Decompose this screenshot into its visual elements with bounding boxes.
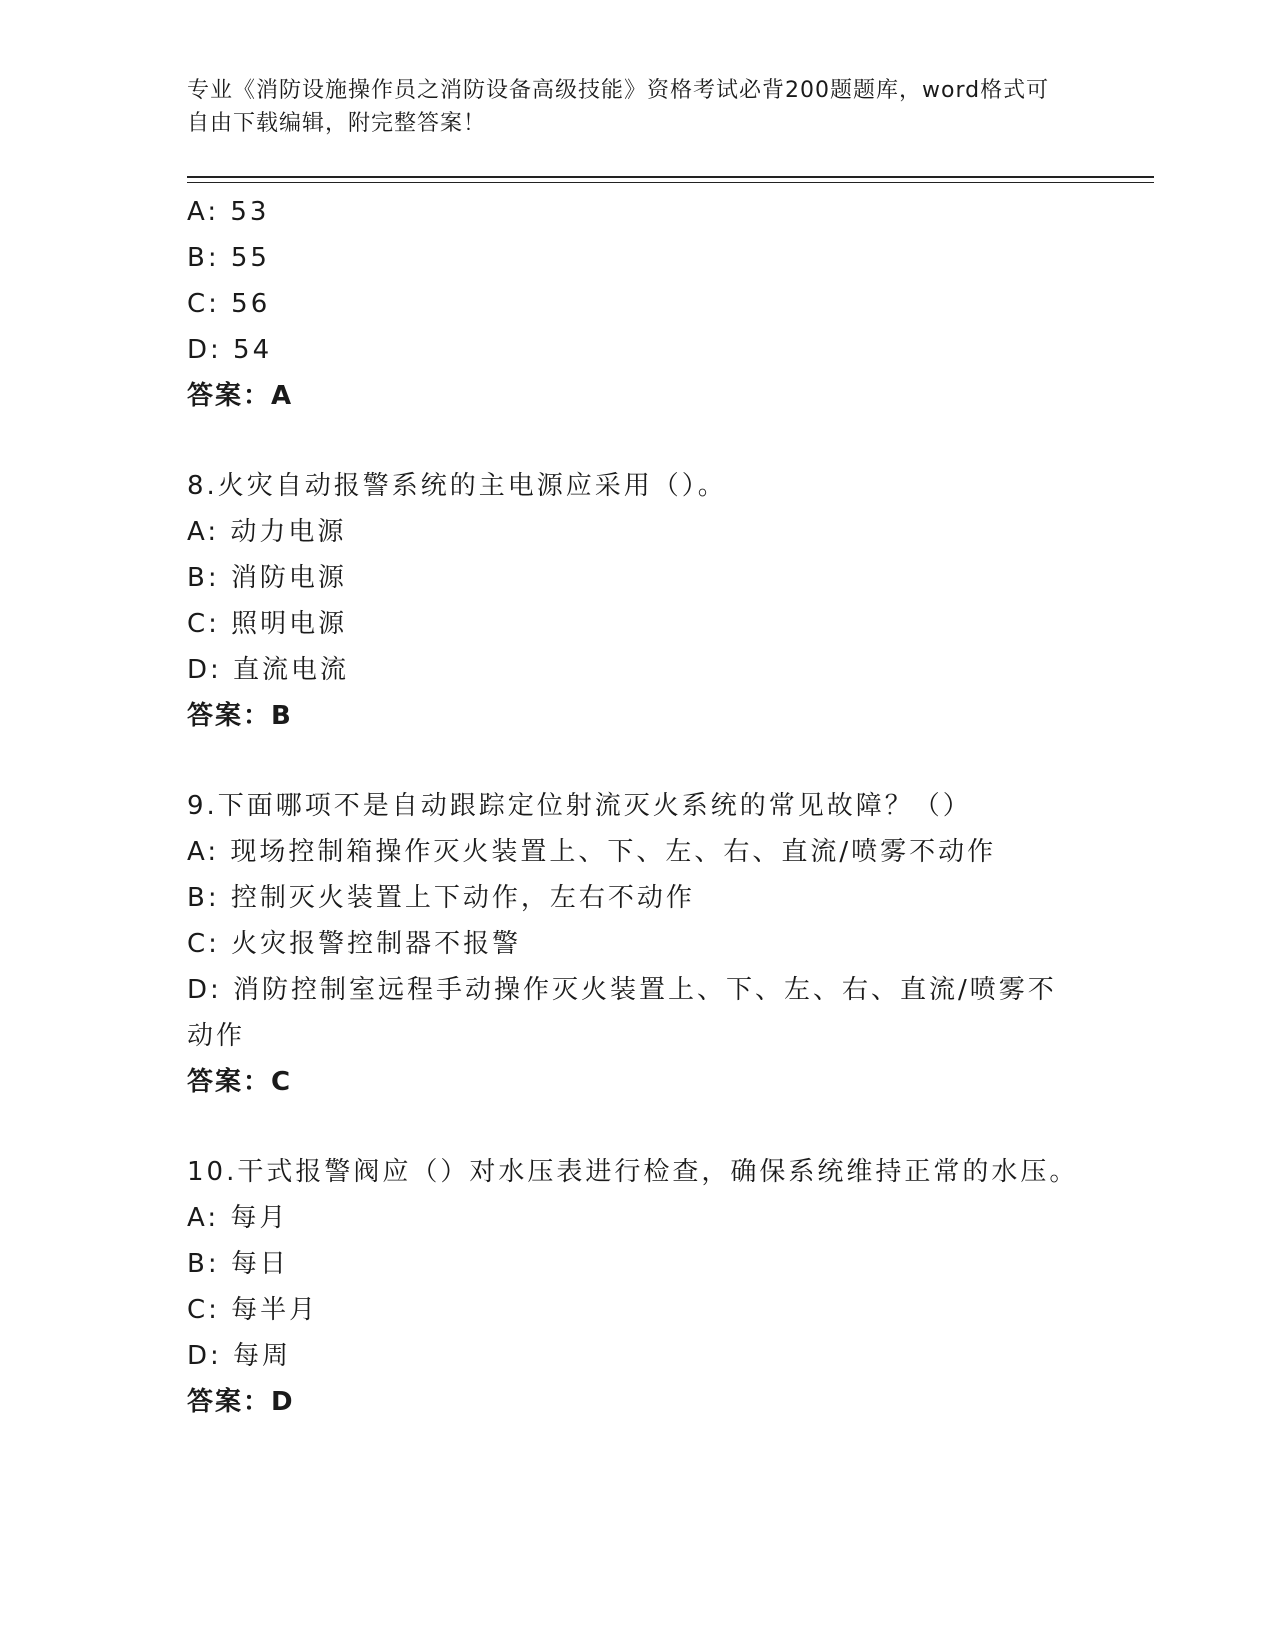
q10-option-c: C: 每半月	[187, 1295, 319, 1325]
q10-option-b: B: 每日	[187, 1249, 289, 1279]
question-10-block	[187, 1149, 1079, 1425]
q9-option-d: D: 消防控制室远程手动操作灭火装置上、下、左、右、直流/喷雾不动作	[187, 975, 1057, 1051]
q9-option-a: A: 现场控制箱操作灭火装置上、下、左、右、直流/喷雾不动作	[187, 837, 997, 867]
header-divider-thin	[187, 182, 1154, 183]
spacer	[187, 1105, 1067, 1149]
q10-question: 10.干式报警阀应（）对水压表进行检查，确保系统维持正常的水压。	[187, 1157, 1079, 1187]
question-7-block	[187, 189, 1067, 419]
q9-option-b: B: 控制灭火装置上下动作，左右不动作	[187, 883, 695, 913]
question-9-block	[187, 783, 1067, 1105]
q9-answer: 答案：C	[187, 1067, 293, 1097]
q7-option-d: D: 54	[187, 335, 273, 365]
q7-answer: 答案：A	[187, 381, 294, 411]
question-list	[187, 189, 1079, 1425]
q8-option-d: D: 直流电流	[187, 655, 350, 685]
q8-answer: 答案：B	[187, 701, 293, 731]
q8-option-c: C: 照明电源	[187, 609, 348, 639]
q7-option-b: B: 55	[187, 243, 270, 273]
spacer	[187, 739, 1067, 783]
q8-option-a: A: 动力电源	[187, 517, 347, 547]
question-8-block	[187, 463, 1067, 739]
q9-question: 9.下面哪项不是自动跟踪定位射流灭火系统的常见故障？（）	[187, 791, 972, 821]
spacer	[187, 419, 1067, 463]
q10-answer: 答案：D	[187, 1387, 295, 1417]
q7-option-c: C: 56	[187, 289, 271, 319]
q10-option-a: A: 每月	[187, 1203, 289, 1233]
q8-option-b: B: 消防电源	[187, 563, 347, 593]
q9-option-c: C: 火灾报警控制器不报警	[187, 929, 522, 959]
q8-question: 8.火灾自动报警系统的主电源应采用（）。	[187, 471, 727, 501]
document-title: 专业《消防设施操作员之消防设备高级技能》资格考试必背200题题库，word格式可自由下载编辑，附完整答案！	[187, 78, 1050, 136]
q7-option-a: A: 53	[187, 197, 270, 227]
q10-option-d: D: 每周	[187, 1341, 292, 1371]
header-divider-thick	[187, 176, 1154, 178]
